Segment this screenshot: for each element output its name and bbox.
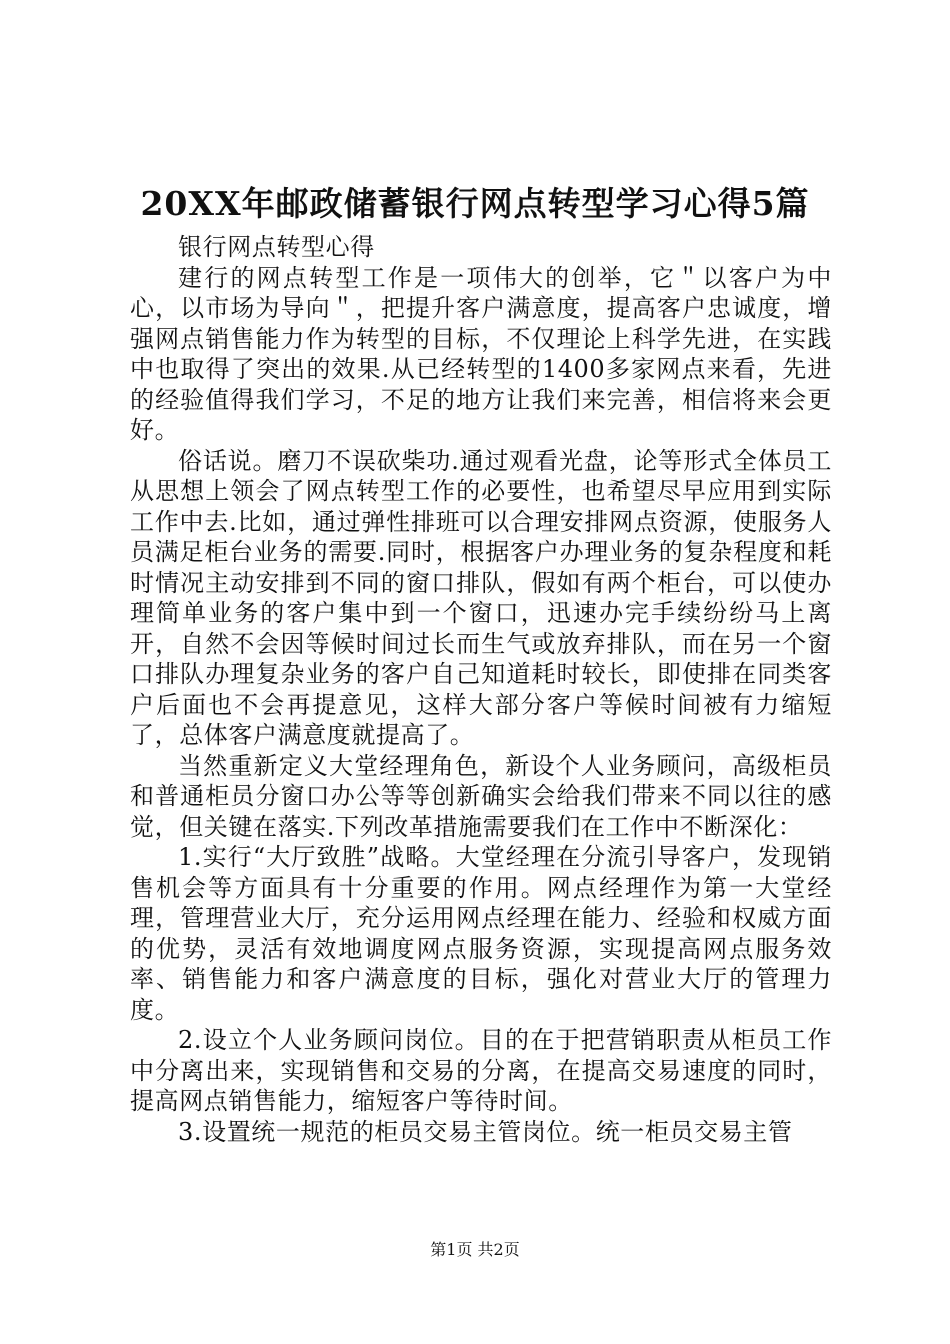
page-footer: 第1页 共2页: [430, 1240, 520, 1259]
list-item-1: 1.实行“大厅致胜”战略。大堂经理在分流引导客户，发现销售机会等方面具有十分重要的作用。网点经理作为第一大堂经理，管理营业大厅，充分运用网点经理在能力、经验和权威方面的优势，灵活有效地调度网点服务资源，实现提高网点服务效率、销售能力和客户满意度的目标，强化对营业大厅的管理力度。: [130, 843, 832, 1024]
document-body: [130, 232, 832, 1147]
section-heading: 银行网点转型心得: [178, 233, 375, 261]
document-title: 20XX年邮政储蓄银行网点转型学习心得5篇: [140, 184, 810, 223]
list-item-2: 2.设立个人业务顾问岗位。目的在于把营销职责从柜员工作中分离出来，实现销售和交易的分离，在提高交易速度的同时，提高网点销售能力，缩短客户等待时间。: [130, 1026, 832, 1115]
list-item-3: 3.设置统一规范的柜员交易主管岗位。统一柜员交易主管: [178, 1117, 793, 1146]
paragraph-intro: 建行的网点转型工作是一项伟大的创举，它＂以客户为中心，以市场为导向＂，把提升客户满意度，提高客户忠诚度，增强网点销售能力作为转型的目标，不仅理论上科学先进，在实践中也取得了突出的效果.从已经转型的1400多家网点来看，先进的经验值得我们学习，不足的地方让我们来完善，相信将来会更好。: [130, 263, 832, 444]
paragraph-reform: 当然重新定义大堂经理角色，新设个人业务顾问，高级柜员和普通柜员分窗口办公等等创新确实会给我们带来不同以往的感觉，但关键在落实.下列改革措施需要我们在工作中不断深化：: [130, 751, 832, 841]
paragraph-saying: 俗话说。磨刀不误砍柴功.通过观看光盘，论等形式全体员工从思想上领会了网点转型工作的必要性，也希望尽早应用到实际工作中去.比如，通过弹性排班可以合理安排网点资源，使服务人员满足柜台业务的需要.同时，根据客户办理业务的复杂程度和耗时情况主动安排到不同的窗口排队，假如有两个柜台，可以使办理简单业务的客户集中到一个窗口，迅速办完手续纷纷马上离开，自然不会因等候时间过长而生气或放弃排队，而在另一个窗口排队办理复杂业务的客户自己知道耗时较长，即使排在同类客户后面也不会再提意见，这样大部分客户等候时间被有力缩短了，总体客户满意度就提高了。: [130, 446, 832, 749]
